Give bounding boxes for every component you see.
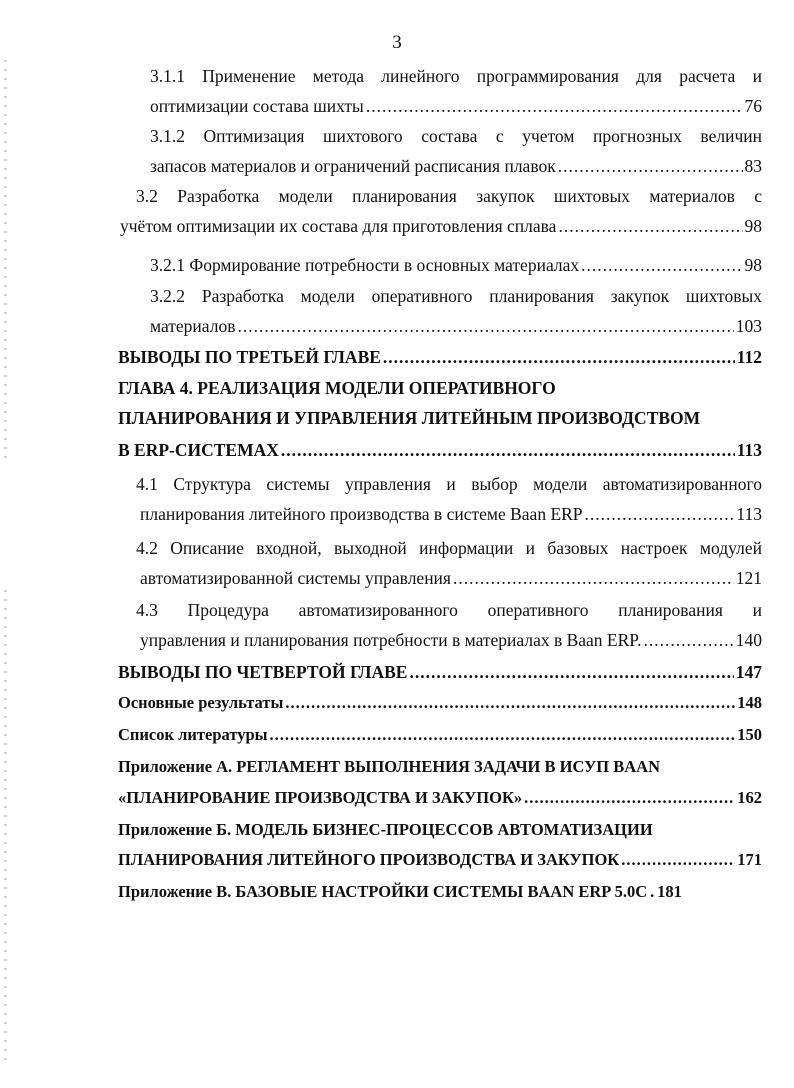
toc-line (118, 880, 762, 904)
toc-line (118, 345, 762, 369)
dot-leader (581, 253, 742, 277)
toc-text: оптимизации состава шихты (150, 96, 364, 116)
toc-text: В ERP-СИСТЕМАХ (118, 440, 279, 460)
toc-line (150, 64, 762, 88)
toc-text: 3.2.1 Формирование потребности в основных материалах (150, 255, 580, 275)
toc-line (140, 502, 762, 526)
dot-leader (383, 345, 735, 369)
toc-text: ПЛАНИРОВАНИЯ ЛИТЕЙНОГО ПРОИЗВОДСТВА И ЗАКУПОК (118, 850, 620, 869)
toc-page: 148 (737, 693, 762, 712)
toc-line (118, 848, 762, 872)
toc-text: 4.2 Описание входной, выходной информации и базовых настроек модулей (136, 538, 762, 558)
toc-line (136, 472, 762, 496)
toc-line (150, 253, 762, 277)
toc-page: 150 (737, 725, 762, 744)
toc-line (140, 566, 762, 590)
toc-line (150, 154, 762, 178)
toc-page: 98 (744, 216, 762, 236)
toc-line (150, 124, 762, 148)
dot-leader (453, 566, 734, 590)
dot-leader (366, 94, 743, 118)
toc-text: Приложение В. БАЗОВЫЕ НАСТРОЙКИ СИСТЕМЫ BAAN ERP 5.0C (118, 882, 648, 901)
toc-line (118, 723, 762, 747)
toc-page: 83 (744, 156, 762, 176)
dot-leader (285, 691, 735, 715)
toc-page: 98 (744, 255, 762, 275)
toc-text: «ПЛАНИРОВАНИЕ ПРОИЗВОДСТВА И ЗАКУПОК» (118, 788, 523, 807)
toc-page: 112 (736, 347, 762, 367)
toc-line (136, 598, 762, 622)
dot-leader (585, 502, 735, 526)
dot-leader (558, 214, 742, 238)
dot-leader (650, 880, 654, 904)
dot-leader (409, 660, 733, 684)
toc-text: 3.2.2 Разработка модели оперативного планирования закупок шихтовых (150, 286, 762, 306)
page-number: 3 (392, 32, 402, 53)
toc-text: 4.3 Процедура автоматизированного оперативного планирования и (136, 600, 762, 620)
toc-line (150, 284, 762, 308)
toc-text: автоматизированной системы управления (140, 568, 451, 588)
toc-line (118, 376, 762, 400)
toc-text: Приложение А. РЕГЛАМЕНТ ВЫПОЛНЕНИЯ ЗАДАЧИ В ИСУП BAAN (118, 757, 660, 776)
toc-text: ГЛАВА 4. РЕАЛИЗАЦИЯ МОДЕЛИ ОПЕРАТИВНОГО (118, 378, 556, 398)
toc-text: ВЫВОДЫ ПО ЧЕТВЕРТОЙ ГЛАВЕ (118, 662, 408, 682)
toc-text: материалов (150, 316, 236, 336)
toc-line (118, 786, 762, 810)
toc-line (136, 536, 762, 560)
toc-text: Список литературы (118, 725, 268, 744)
toc-line (120, 214, 762, 238)
dot-leader (524, 786, 735, 810)
toc-page: 140 (735, 630, 762, 650)
toc-line (150, 314, 762, 338)
toc-text: планирования литейного производства в системе Baan ERP (140, 504, 583, 524)
toc-text: 3.2 Разработка модели планирования закупок шихтовых материалов с (136, 186, 762, 206)
toc-page: 121 (735, 568, 762, 588)
toc-text: 3.1.1 Применение метода линейного программирования для расчета и (150, 66, 762, 86)
toc-page: 181 (657, 882, 682, 901)
dot-leader (270, 723, 736, 747)
toc-page: 113 (736, 440, 762, 460)
toc-line (136, 184, 762, 208)
toc-line (118, 406, 762, 430)
dot-leader (281, 438, 735, 462)
toc-line (118, 818, 762, 842)
toc-line (150, 94, 762, 118)
toc-page: 171 (737, 850, 762, 869)
toc-line (118, 755, 762, 779)
scan-margin-noise (4, 60, 7, 460)
toc-line (118, 691, 762, 715)
toc-text: Основные результаты (118, 693, 284, 712)
dot-leader (621, 848, 735, 872)
dot-leader (643, 628, 733, 652)
toc-line (118, 660, 762, 684)
toc-page: 162 (737, 788, 762, 807)
toc-page: 113 (736, 504, 762, 524)
toc-text: 3.1.2 Оптимизация шихтового состава с учетом прогнозных величин (150, 126, 762, 146)
toc-text: Приложение Б. МОДЕЛЬ БИЗНЕС-ПРОЦЕССОВ АВТОМАТИЗАЦИИ (118, 820, 653, 839)
scan-margin-noise (4, 590, 7, 1060)
toc-text: 4.1 Структура системы управления и выбор модели автоматизированного (136, 474, 762, 494)
toc-text: запасов материалов и ограничений расписания плавок (150, 156, 556, 176)
dot-leader (237, 314, 733, 338)
toc-page: 76 (744, 96, 762, 116)
toc-text: ВЫВОДЫ ПО ТРЕТЬЕЙ ГЛАВЕ (118, 347, 381, 367)
toc-page: 103 (735, 316, 762, 336)
dot-leader (558, 154, 743, 178)
toc-page: 147 (735, 662, 762, 682)
toc-text: учётом оптимизации их состава для приготовления сплава (120, 216, 557, 236)
toc-line (140, 628, 762, 652)
toc-line (118, 438, 762, 462)
toc-text: управления и планирования потребности в материалах в Baan ERP. (140, 630, 642, 650)
toc-text: ПЛАНИРОВАНИЯ И УПРАВЛЕНИЯ ЛИТЕЙНЫМ ПРОИЗВОДСТВОМ (118, 408, 701, 428)
